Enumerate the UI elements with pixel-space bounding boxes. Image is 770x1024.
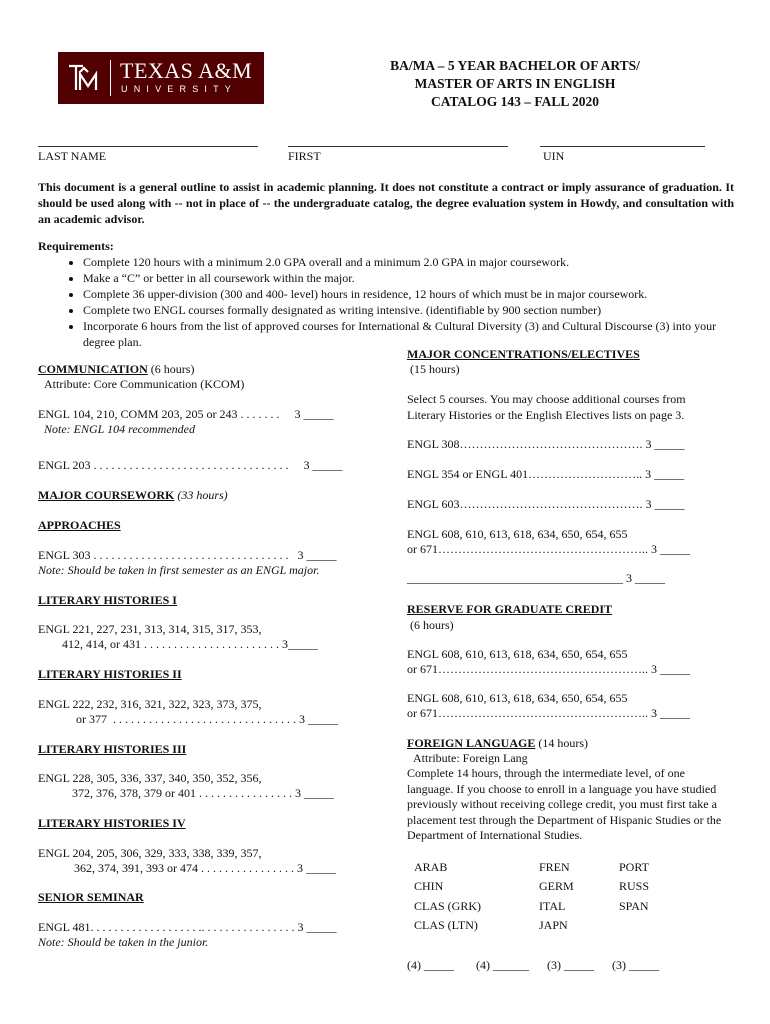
senior-seminar-line: ENGL 481. . . . . . . . . . . . . . . . . . .. . . . . . . . . . . . . . . . 3 _____ xyxy=(38,920,337,934)
graduate-line-1a: ENGL 608, 610, 613, 618, 634, 650, 654, 655 xyxy=(407,647,628,661)
lang-arab: ARAB xyxy=(414,860,448,874)
lang-ital: ITAL xyxy=(539,899,566,913)
approaches-heading: APPROACHES xyxy=(38,518,121,532)
foreign-language-attribute: Attribute: Foreign Lang xyxy=(413,751,528,765)
communication-course-line: ENGL 104, 210, COMM 203, 205 or 243 . . . . . . . 3 _____ xyxy=(38,407,334,421)
foreign-hours-blank-4[interactable]: (3) _____ xyxy=(612,958,659,972)
graduate-credit-heading: RESERVE FOR GRADUATE CREDIT xyxy=(407,602,613,616)
lang-fren: FREN xyxy=(539,860,570,874)
last-name-field[interactable] xyxy=(38,146,258,147)
lang-span: SPAN xyxy=(619,899,649,913)
graduate-line-1b: or 671…………………………………………….. 3 _____ xyxy=(407,662,690,676)
lit-hist-2-heading: LITERARY HISTORIES II xyxy=(38,667,182,681)
foreign-hours-blank-3[interactable]: (3) _____ xyxy=(547,958,594,972)
concentration-line-3: ENGL 603………………………………………. 3 _____ xyxy=(407,497,685,511)
communication-heading: COMMUNICATION xyxy=(38,362,148,376)
concentrations-desc: Select 5 courses. You may choose additional courses from Literary Histories or the English Electives lists on page 3. xyxy=(407,392,686,422)
approaches-note: Note: Should be taken in first semester as an ENGL major. xyxy=(38,563,320,577)
foreign-language-hours: (14 hours) xyxy=(535,736,589,750)
lit-hist-3-line-2: 372, 376, 378, 379 or 401 . . . . . . . . . . . . . . . . 3 _____ xyxy=(72,786,334,800)
uin-label: UIN xyxy=(543,149,565,163)
uin-field[interactable] xyxy=(540,146,705,147)
concentration-line-4a: ENGL 608, 610, 613, 618, 634, 650, 654, 655 xyxy=(407,527,628,541)
concentration-line-1: ENGL 308………………………………………. 3 _____ xyxy=(407,437,685,451)
foreign-hours-blank-2[interactable]: (4) ______ xyxy=(476,958,529,972)
foreign-hours-blank-1[interactable]: (4) _____ xyxy=(407,958,454,972)
graduate-line-2a: ENGL 608, 610, 613, 618, 634, 650, 654, 655 xyxy=(407,691,628,705)
lit-hist-1-line-1: ENGL 221, 227, 231, 313, 314, 315, 317, 353, xyxy=(38,622,262,636)
lang-clas-grk: CLAS (GRK) xyxy=(414,899,482,913)
lit-hist-2-line-1: ENGL 222, 232, 316, 321, 322, 323, 373, 375, xyxy=(38,697,262,711)
lit-hist-4-heading: LITERARY HISTORIES IV xyxy=(38,816,186,830)
lang-germ: GERM xyxy=(539,879,574,893)
lit-hist-3-heading: LITERARY HISTORIES III xyxy=(38,742,187,756)
approaches-course-line: ENGL 303 . . . . . . . . . . . . . . . . . . . . . . . . . . . . . . . . . 3 _____ xyxy=(38,548,337,562)
lang-russ: RUSS xyxy=(619,879,650,893)
foreign-language-heading-row xyxy=(407,736,588,752)
university-logo xyxy=(58,52,264,104)
lit-hist-4-line-2: 362, 374, 391, 393 or 474 . . . . . . . . . . . . . . . . 3 _____ xyxy=(74,861,336,875)
communication-attribute: Attribute: Core Communication (KCOM) xyxy=(44,377,245,391)
logo-name: TEXAS A&M xyxy=(120,58,253,83)
requirement-item: • Complete two ENGL courses formally designated as writing intensive. (identifiable by 900 section number) xyxy=(83,302,738,318)
logo-university: UNIVERSITY xyxy=(121,84,238,94)
intro-disclaimer: This document is a general outline to assist in academic planning. It does not constitute a contract or imply assurance of graduation. It should be used along with -- not in place of -- the undergraduate catalog, the degree evaluation system in Howdy, and consultation with an academic advisor. xyxy=(38,180,734,226)
lit-hist-2-line-2: or 377 . . . . . . . . . . . . . . . . . . . . . . . . . . . . . . . 3 _____ xyxy=(76,712,338,726)
concentrations-hours: (15 hours) xyxy=(410,362,460,376)
atm-logo-icon xyxy=(66,60,100,96)
engl-203-line: ENGL 203 . . . . . . . . . . . . . . . . . . . . . . . . . . . . . . . . . 3 _____ xyxy=(38,458,343,472)
foreign-language-desc: Complete 14 hours, through the intermediate level, of one language. If you choose to enroll in a language you have studied previously without receiving college credit, you must first take a placement test through the Department of Hispanic Studies or the Department of International Studies. xyxy=(407,766,722,842)
title-line-3: CATALOG 143 – FALL 2020 xyxy=(430,94,599,109)
requirements-heading: Requirements: xyxy=(38,239,114,253)
title-line-1: BA/MA – 5 YEAR BACHELOR OF ARTS/ xyxy=(390,58,640,73)
lang-chin: CHIN xyxy=(414,879,444,893)
lang-port: PORT xyxy=(619,860,649,874)
graduate-credit-hours: (6 hours) xyxy=(410,618,454,632)
requirement-item: • Incorporate 6 hours from the list of approved courses for International & Cultural Diversity (3) and Cultural Discourse (3) into your degree plan. xyxy=(83,318,718,350)
major-coursework-heading: MAJOR COURSEWORK xyxy=(38,488,175,502)
lit-hist-1-line-2: 412, 414, or 431 . . . . . . . . . . . . . . . . . . . . . . . 3_____ xyxy=(62,637,318,651)
first-name-field[interactable] xyxy=(288,146,508,147)
major-coursework-hours: (33 hours) xyxy=(174,488,228,502)
communication-note: Note: ENGL 104 recommended xyxy=(44,422,195,436)
lit-hist-1-heading: LITERARY HISTORIES I xyxy=(38,593,177,607)
title-line-2: MASTER OF ARTS IN ENGLISH xyxy=(414,76,616,91)
senior-seminar-note: Note: Should be taken in the junior. xyxy=(38,935,209,949)
first-name-label: FIRST xyxy=(288,149,321,163)
senior-seminar-heading: SENIOR SEMINAR xyxy=(38,890,144,904)
graduate-line-2b: or 671…………………………………………….. 3 _____ xyxy=(407,706,690,720)
concentrations-heading: MAJOR CONCENTRATIONS/ELECTIVES xyxy=(407,347,640,361)
communication-hours: (6 hours) xyxy=(147,362,195,376)
requirement-item: • Complete 120 hours with a minimum 2.0 GPA overall and a minimum 2.0 GPA in major coursework. xyxy=(83,254,738,270)
major-coursework-row xyxy=(38,488,228,504)
requirements-list xyxy=(38,254,738,350)
lit-hist-4-line-1: ENGL 204, 205, 306, 329, 333, 338, 339, 357, xyxy=(38,846,262,860)
foreign-language-heading: FOREIGN LANGUAGE xyxy=(407,736,536,750)
concentration-line-4b: or 671…………………………………………….. 3 _____ xyxy=(407,542,690,556)
concentration-line-5: ____________________________________ 3 _____ xyxy=(407,571,665,585)
logo-divider xyxy=(110,60,111,96)
concentration-line-2: ENGL 354 or ENGL 401……………………….. 3 _____ xyxy=(407,467,685,481)
lang-clas-ltn: CLAS (LTN) xyxy=(414,918,478,932)
page-title xyxy=(330,57,700,111)
requirement-item: • Complete 36 upper-division (300 and 400- level) hours in residence, 12 hours of which must be in major coursework. xyxy=(83,286,738,302)
requirements-section xyxy=(38,238,738,350)
last-name-label: LAST NAME xyxy=(38,149,107,163)
communication-heading-row xyxy=(38,362,194,378)
lang-japn: JAPN xyxy=(539,918,568,932)
lit-hist-3-line-1: ENGL 228, 305, 336, 337, 340, 350, 352, 356, xyxy=(38,771,262,785)
requirement-item: • Make a “C” or better in all coursework within the major. xyxy=(83,270,738,286)
